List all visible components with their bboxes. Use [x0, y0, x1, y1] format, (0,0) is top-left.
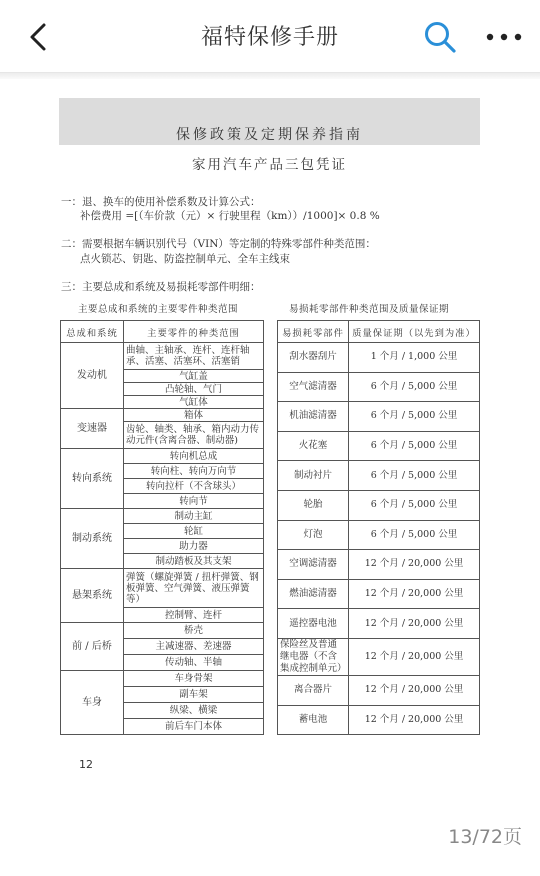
section-3-title: 三：主要总成和系统及易损耗零部件明细： [61, 281, 261, 293]
table2-header-part: 易损耗零部件 [278, 321, 349, 343]
system-name-cell: 车身 [61, 671, 124, 735]
system-name-cell: 制动系统 [61, 509, 124, 569]
table-row [278, 705, 480, 735]
wear-part-cell: 燃油滤清器 [278, 579, 349, 609]
table-row [278, 638, 480, 675]
parts-cell: 桥壳 [124, 623, 264, 639]
page-indicator: 13/72页 [448, 826, 522, 848]
parts-cell: 轮缸 [124, 524, 264, 539]
parts-cell: 转向机总成 [124, 449, 264, 464]
warranty-period-cell: 6 个月 / 5,000 公里 [349, 520, 480, 550]
parts-cell: 弹簧（螺旋弹簧 / 扭杆弹簧、钢板弹簧、空气弹簧、液压弹簧等） [124, 569, 264, 608]
document-subheading: 家用汽车产品三包凭证 [192, 157, 347, 173]
wear-part-cell: 空气滤清器 [278, 372, 349, 402]
top-bar [0, 0, 540, 73]
header-shadow [0, 73, 540, 79]
document-heading: 保修政策及定期保养指南 [176, 127, 363, 143]
wear-part-cell: 刮水器刮片 [278, 343, 349, 373]
table-row [61, 409, 264, 422]
system-name-cell: 前 / 后桥 [61, 623, 124, 671]
more-icon[interactable] [484, 30, 524, 44]
parts-cell: 主减速器、差速器 [124, 639, 264, 655]
warranty-period-cell: 12 个月 / 20,000 公里 [349, 579, 480, 609]
warranty-period-cell: 12 个月 / 20,000 公里 [349, 705, 480, 735]
major-components-table [60, 320, 264, 735]
system-name-cell: 发动机 [61, 343, 124, 409]
parts-cell: 气缸体 [124, 396, 264, 409]
table2-caption: 易损耗零部件种类范围及质量保证期 [289, 304, 450, 315]
wear-part-cell: 制动衬片 [278, 461, 349, 491]
parts-cell: 制动主缸 [124, 509, 264, 524]
table-row [278, 372, 480, 402]
table-row [278, 520, 480, 550]
parts-cell: 车身骨架 [124, 671, 264, 687]
table-row [278, 343, 480, 373]
parts-cell: 气缸盖 [124, 370, 264, 383]
table1-header-parts: 主要零件的种类范围 [124, 321, 264, 343]
table2-header-warranty: 质量保证期（以先到为准） [349, 321, 480, 343]
warranty-period-cell: 12 个月 / 20,000 公里 [349, 675, 480, 705]
parts-cell: 凸轮轴、气门 [124, 383, 264, 396]
wear-part-cell: 机油滤清器 [278, 402, 349, 432]
search-icon[interactable] [423, 20, 457, 54]
parts-cell: 转向拉杆（不含球头） [124, 479, 264, 494]
parts-cell: 齿轮、轴类、轴承、箱内动力传动元件(含离合器、制动器) [124, 422, 264, 449]
section-1-title: 一：退、换车的使用补偿系数及计算公式： [61, 196, 261, 208]
table-row [278, 431, 480, 461]
wear-part-cell: 蓄电池 [278, 705, 349, 735]
printed-page-number: 12 [79, 758, 93, 771]
parts-cell: 助力器 [124, 539, 264, 554]
wear-part-cell: 空调滤清器 [278, 550, 349, 580]
warranty-period-cell: 6 个月 / 5,000 公里 [349, 461, 480, 491]
header-band [59, 98, 480, 145]
parts-cell: 制动踏板及其支架 [124, 554, 264, 569]
parts-cell: 曲轴、主轴承、连杆、连杆轴承、活塞、活塞环、活塞销 [124, 343, 264, 370]
warranty-period-cell: 6 个月 / 5,000 公里 [349, 490, 480, 520]
wear-part-cell: 轮胎 [278, 490, 349, 520]
warranty-period-cell: 12 个月 / 20,000 公里 [349, 638, 480, 675]
wear-part-cell: 遥控器电池 [278, 609, 349, 639]
table-row [278, 490, 480, 520]
table-row [278, 609, 480, 639]
system-name-cell: 变速器 [61, 409, 124, 449]
table-row [61, 449, 264, 464]
system-name-cell: 转向系统 [61, 449, 124, 509]
section-2-body: 点火锁芯、钥匙、防盗控制单元、全车主线束 [80, 253, 290, 265]
table-row [61, 623, 264, 639]
table-row [61, 509, 264, 524]
parts-cell: 前后车门本体 [124, 719, 264, 735]
table1-header-system: 总成和系统 [61, 321, 124, 343]
wear-part-cell: 保险丝及普通继电器（不含集成控制单元） [278, 638, 349, 675]
system-name-cell: 悬架系统 [61, 569, 124, 623]
table-row [278, 402, 480, 432]
wear-part-cell: 火花塞 [278, 431, 349, 461]
table-row [61, 343, 264, 370]
parts-cell: 副车架 [124, 687, 264, 703]
wear-part-cell: 离合器片 [278, 675, 349, 705]
table-row [61, 671, 264, 687]
table-row [278, 675, 480, 705]
table-row [278, 550, 480, 580]
table-row [278, 461, 480, 491]
warranty-period-cell: 6 个月 / 5,000 公里 [349, 431, 480, 461]
parts-cell: 箱体 [124, 409, 264, 422]
section-2-title: 二：需要根据车辆识别代号（VIN）等定制的特殊零部件种类范围： [61, 238, 376, 250]
warranty-period-cell: 12 个月 / 20,000 公里 [349, 550, 480, 580]
table1-caption: 主要总成和系统的主要零件种类范围 [78, 304, 239, 315]
parts-cell: 转向节 [124, 494, 264, 509]
wear-parts-table [277, 320, 480, 735]
warranty-period-cell: 6 个月 / 5,000 公里 [349, 402, 480, 432]
warranty-period-cell: 12 个月 / 20,000 公里 [349, 609, 480, 639]
parts-cell: 传动轴、半轴 [124, 655, 264, 671]
page-title: 福特保修手册 [200, 25, 339, 50]
parts-cell: 纵梁、横梁 [124, 703, 264, 719]
parts-cell: 转向柱、转向万向节 [124, 464, 264, 479]
warranty-period-cell: 1 个月 / 1,000 公里 [349, 343, 480, 373]
document-page [42, 80, 502, 780]
wear-part-cell: 灯泡 [278, 520, 349, 550]
table-row [278, 579, 480, 609]
warranty-period-cell: 6 个月 / 5,000 公里 [349, 372, 480, 402]
table-row [61, 569, 264, 608]
parts-cell: 控制臂、连杆 [124, 608, 264, 623]
section-1-formula: 补偿费用 =[（车价款（元）× 行驶里程（km））/1000]× 0.8 % [80, 210, 380, 222]
